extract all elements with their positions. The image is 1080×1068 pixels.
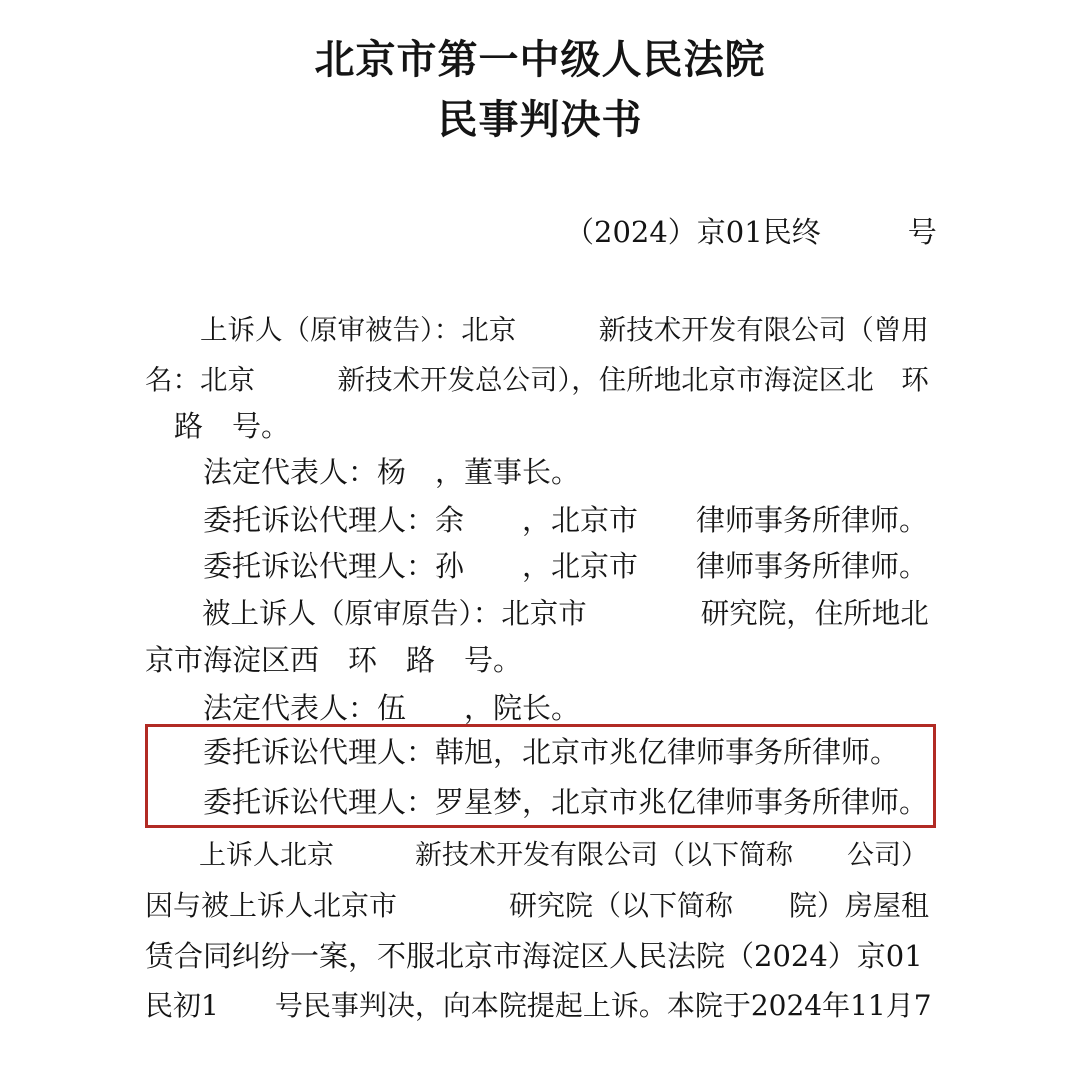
- text-line: 赁合同纠纷一案，不服北京市海淀区人民法院（2024）京01: [145, 939, 923, 973]
- text-line: 民初1 号民事判决，向本院提起上诉。本院于2024年11月7: [145, 989, 932, 1022]
- court-title: 北京市第一中级人民法院: [314, 37, 766, 83]
- text-line: 路 号。: [145, 409, 291, 443]
- text-line: 法定代表人：杨 ，董事长。: [145, 455, 581, 489]
- text-line: 委托诉讼代理人：孙 ，北京市 律师事务所律师。: [145, 549, 929, 583]
- case-number: （2024）京01民终 号: [565, 215, 937, 249]
- text-line-highlighted: 委托诉讼代理人：罗星梦，北京市兆亿律师事务所律师。: [145, 785, 929, 819]
- text-line: 京市海淀区西 环 路 号。: [145, 643, 523, 677]
- text-line-highlighted: 委托诉讼代理人：韩旭，北京市兆亿律师事务所律师。: [145, 735, 900, 769]
- text-line: 委托诉讼代理人：余 ，北京市 律师事务所律师。: [145, 503, 929, 537]
- text-line: 上诉人北京 新技术开发有限公司（以下简称 公司）: [145, 840, 928, 871]
- text-line: 被上诉人（原审原告）：北京市 研究院，住所地北: [145, 597, 929, 630]
- text-line: 法定代表人：伍 ，院长。: [145, 691, 581, 725]
- text-line: 名：北京 新技术开发总公司），住所地北京市海淀区北 环: [145, 364, 929, 396]
- text-line: 因与被上诉人北京市 研究院（以下简称 院）房屋租: [145, 889, 930, 922]
- text-line: 上诉人（原审被告）：北京 新技术开发有限公司（曾用: [145, 314, 929, 346]
- document-type-title: 民事判决书: [437, 97, 643, 143]
